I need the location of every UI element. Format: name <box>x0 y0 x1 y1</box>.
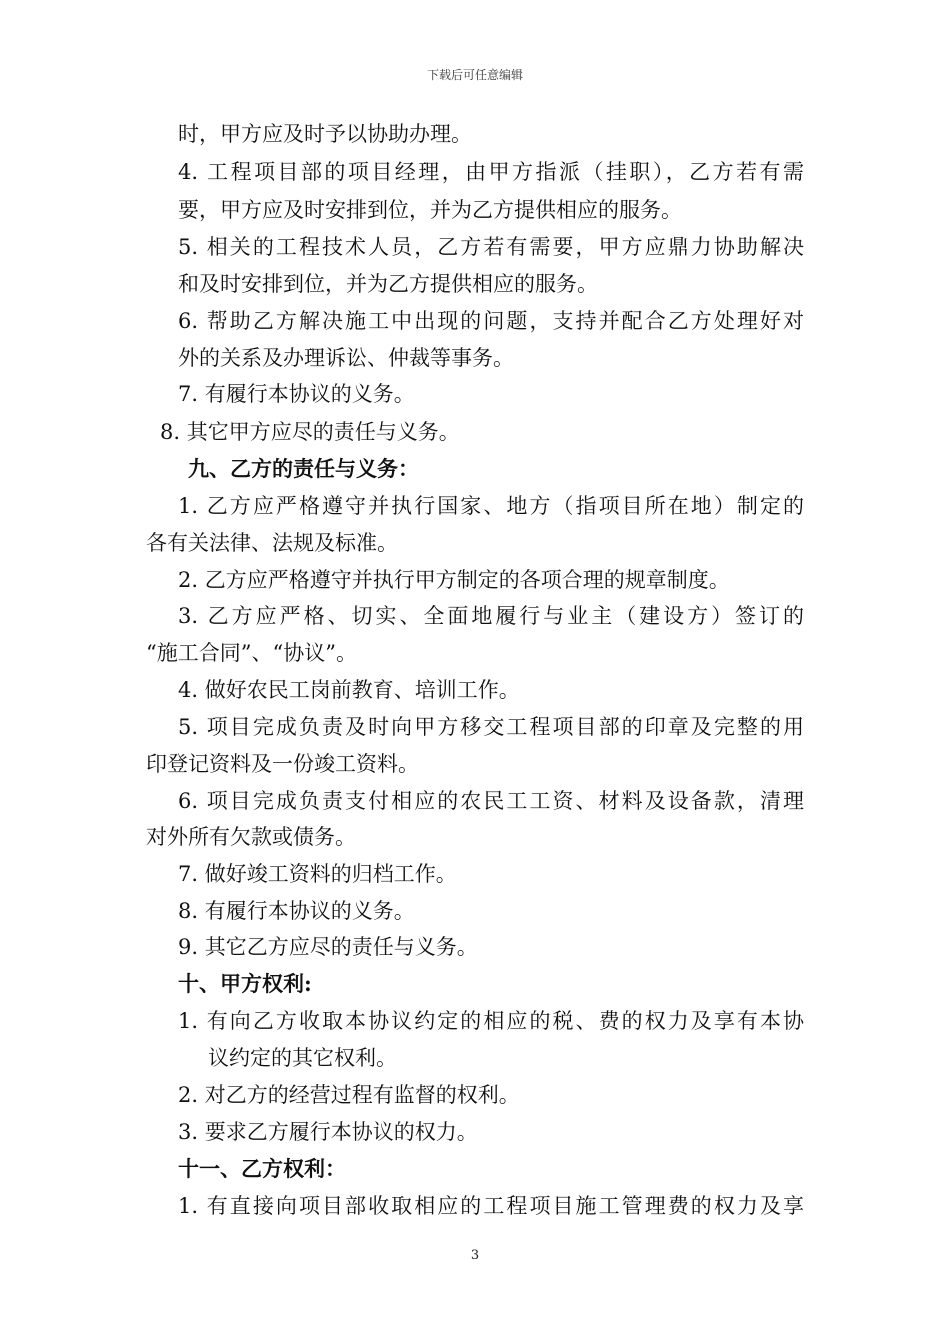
text-line: 时，甲方应及时予以协助办理。 <box>178 122 472 146</box>
text-line: 外的关系及办理诉讼、仲裁等事务。 <box>178 346 514 370</box>
page-header: 下载后可任意编辑 <box>426 68 523 82</box>
text-line: 7. 做好竣工资料的归档工作。 <box>178 862 457 886</box>
text-line: 5. 相关的工程技术人员，乙方若有需要，甲方应鼎力协助解决 <box>178 235 804 259</box>
text-line: 3. 要求乙方履行本协议的权力。 <box>178 1120 478 1144</box>
text-line: 1. 有向乙方收取本协议约定的相应的税、费的权力及享有本协 <box>178 1009 804 1033</box>
section-heading: 十一、乙方权利： <box>178 1156 346 1181</box>
text-line: 要，甲方应及时安排到位，并为乙方提供相应的服务。 <box>178 198 682 222</box>
text-line: 各有关法律、法规及标准。 <box>146 531 398 555</box>
text-line: 4. 做好农民工岗前教育、培训工作。 <box>178 678 520 702</box>
text-line: “施工合同”、“协议”。 <box>146 641 357 665</box>
text-line: 6. 帮助乙方解决施工中出现的问题，支持并配合乙方处理好对 <box>178 309 804 333</box>
text-line: 印登记资料及一份竣工资料。 <box>146 752 419 776</box>
text-line: 2. 乙方应严格遵守并执行甲方制定的各项合理的规章制度。 <box>178 568 730 592</box>
text-line: 2. 对乙方的经营过程有监督的权利。 <box>178 1083 520 1107</box>
page-number: 3 <box>470 1248 480 1263</box>
text-line: 1. 乙方应严格遵守并执行国家、地方（指项目所在地）制定的 <box>178 494 804 518</box>
text-line: 6. 项目完成负责支付相应的农民工工资、材料及设备款，清理 <box>178 789 804 813</box>
text-line: 7. 有履行本协议的义务。 <box>178 382 415 406</box>
text-line: 5. 项目完成负责及时向甲方移交工程项目部的印章及完整的用 <box>178 715 804 739</box>
text-line: 3. 乙方应严格、切实、全面地履行与业主（建设方）签订的 <box>178 604 804 628</box>
text-line: 8. 有履行本协议的义务。 <box>178 899 415 923</box>
text-line: 4. 工程项目部的项目经理，由甲方指派（挂职），乙方若有需 <box>178 160 804 184</box>
text-line: 9. 其它乙方应尽的责任与义务。 <box>178 935 478 959</box>
text-line: 1. 有直接向项目部收取相应的工程项目施工管理费的权力及享 <box>178 1194 804 1218</box>
section-heading: 十、甲方权利: <box>178 971 312 996</box>
section-heading: 九、乙方的责任与义务： <box>188 456 419 481</box>
text-line: 8. 其它甲方应尽的责任与义务。 <box>160 420 460 444</box>
text-line: 和及时安排到位，并为乙方提供相应的服务。 <box>178 272 598 296</box>
text-line: 对外所有欠款或债务。 <box>146 825 356 849</box>
text-line: 议约定的其它权利。 <box>208 1046 397 1070</box>
